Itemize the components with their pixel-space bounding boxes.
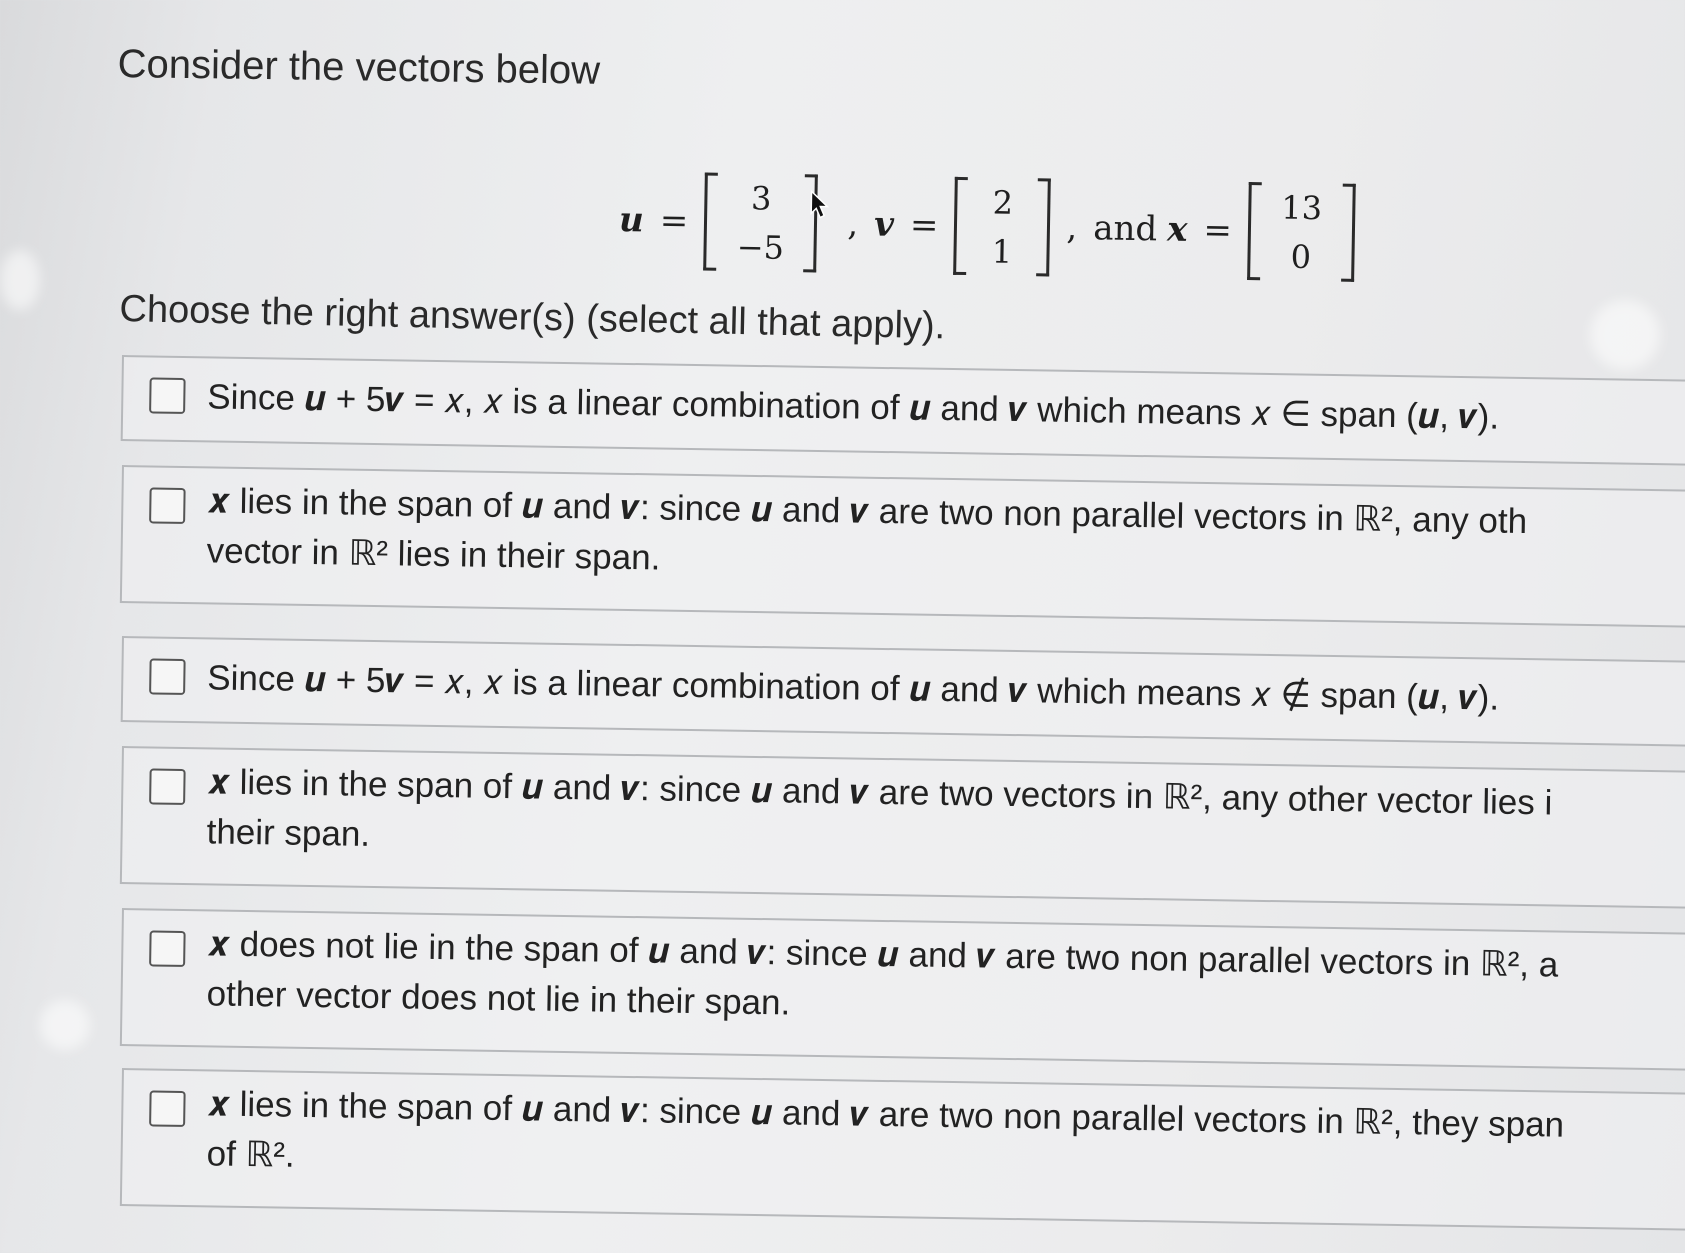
checkbox[interactable] bbox=[149, 1090, 186, 1127]
option-text: vector in ℝ² lies in their span. bbox=[206, 531, 661, 578]
checkbox[interactable] bbox=[149, 377, 186, 414]
option-text: other vector does not lie in their span. bbox=[206, 974, 791, 1023]
answer-option-1[interactable] bbox=[121, 355, 1685, 466]
vector-u-matrix bbox=[703, 172, 818, 272]
option-text: Since 𝒖 + 5𝒗 = 𝑥, 𝑥 is a linear combination of 𝒖 and 𝒗 which means 𝑥 ∉ span (𝒖, 𝒗). bbox=[207, 658, 1500, 718]
vector-x-entry: 13 bbox=[1281, 188, 1323, 227]
checkbox[interactable] bbox=[149, 930, 186, 967]
mouse-pointer-icon bbox=[809, 188, 832, 228]
option-text: 𝒙 lies in the span of 𝒖 and 𝒗: since 𝒖 and 𝒗 are two non parallel vectors in ℝ², any oth bbox=[207, 481, 1528, 542]
vector-x-matrix bbox=[1247, 182, 1355, 282]
option-text: 𝒙 lies in the span of 𝒖 and 𝒗: since 𝒖 and 𝒗 are two vectors in ℝ², any other vector lies i bbox=[207, 762, 1553, 823]
vector-v-matrix bbox=[954, 177, 1052, 277]
checkbox[interactable] bbox=[149, 487, 186, 524]
vector-v-entry: 2 bbox=[992, 183, 1014, 222]
vector-x-entry: 0 bbox=[1290, 237, 1312, 276]
screen-glare bbox=[0, 250, 40, 310]
screen-glare bbox=[1590, 300, 1660, 370]
answer-option-3[interactable] bbox=[121, 636, 1685, 747]
and-word: and bbox=[1092, 208, 1158, 250]
option-text: Since 𝒖 + 5𝒗 = 𝑥, 𝑥 is a linear combination of 𝒖 and 𝒗 which means 𝑥 ∈ span (𝒖, 𝒗). bbox=[207, 377, 1500, 437]
option-text: of ℝ². bbox=[206, 1134, 295, 1175]
vector-x-name: x bbox=[1166, 209, 1188, 250]
question-title: Consider the vectors below bbox=[117, 42, 601, 93]
answer-option-4[interactable] bbox=[120, 746, 1685, 909]
screen-glare bbox=[40, 1000, 90, 1050]
option-text: 𝒙 lies in the span of 𝒖 and 𝒗: since 𝒖 and 𝒗 are two non parallel vectors in ℝ², they span bbox=[207, 1084, 1565, 1145]
option-text: 𝒙 does not lie in the span of 𝒖 and 𝒗: since 𝒖 and 𝒗 are two non parallel vectors in ℝ², a bbox=[207, 924, 1559, 985]
answer-option-5[interactable] bbox=[120, 908, 1685, 1071]
vector-u-name: u bbox=[618, 199, 645, 241]
option-text: their span. bbox=[206, 812, 371, 854]
vector-u-entry: 3 bbox=[750, 178, 772, 218]
vector-definitions: u = 3 −5 , v = 2 1 , and x = 13 0 bbox=[618, 165, 1356, 288]
checkbox[interactable] bbox=[149, 658, 186, 695]
vector-u-entry: −5 bbox=[736, 227, 785, 267]
instruction-text: Choose the right answer(s) (select all that apply). bbox=[119, 288, 946, 348]
vector-v-name: v bbox=[873, 204, 895, 245]
vector-v-entry: 1 bbox=[991, 232, 1013, 271]
answer-option-6[interactable] bbox=[120, 1068, 1685, 1231]
checkbox[interactable] bbox=[149, 768, 186, 805]
answer-option-2[interactable] bbox=[120, 465, 1685, 628]
